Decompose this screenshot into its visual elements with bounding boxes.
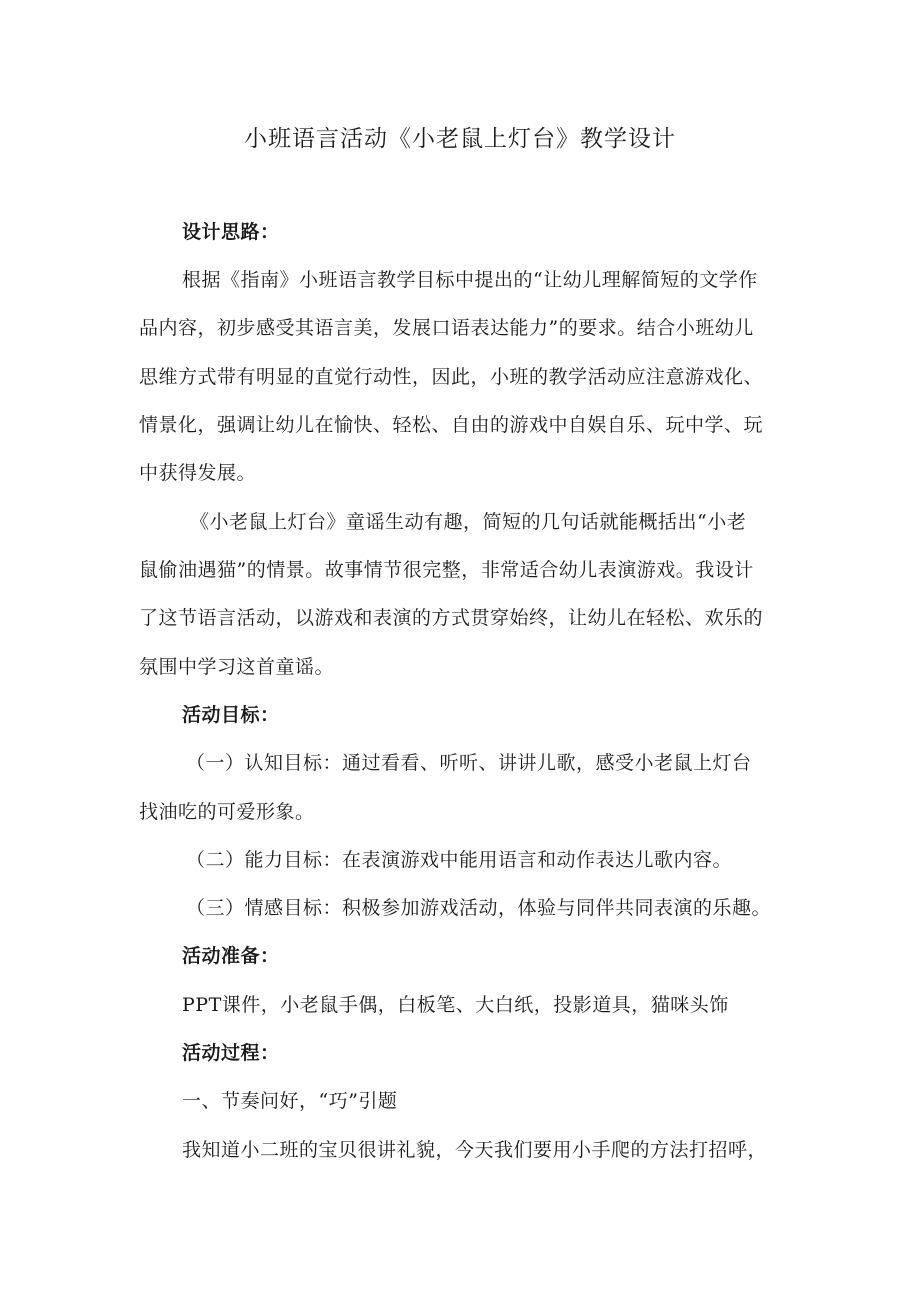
heading-activity-goals: 活动目标： <box>182 704 280 726</box>
paragraph-line: 根据《指南》小班语言教学目标中提出的“让幼儿理解简短的文学作 <box>182 269 758 291</box>
paragraph-line: 情景化，强调让幼儿在愉快、轻松、自由的游戏中自娱自乐、玩中学、玩 <box>139 414 764 436</box>
step1-title: 一、节奏问好，“巧”引题 <box>182 1090 398 1112</box>
paragraph-line: 思维方式带有明显的直觉行动性，因此，小班的教学活动应注意游戏化、 <box>139 366 764 388</box>
goal-line: （一）认知目标：通过看看、听听、讲讲儿歌，感受小老鼠上灯台 <box>186 752 752 774</box>
paragraph-line: 中获得发展。 <box>139 462 257 484</box>
goal-line: 找油吃的可爱形象。 <box>139 801 315 823</box>
goal-ability: （二）能力目标：在表演游戏中能用语言和动作表达儿歌内容。 <box>186 849 733 871</box>
paragraph-line: 了这节语言活动，以游戏和表演的方式贯穿始终，让幼儿在轻松、欢乐的 <box>139 607 764 629</box>
paragraph-line: 鼠偷油遇猫”的情景。故事情节很完整，非常适合幼儿表演游戏。我设计 <box>139 559 754 581</box>
goal-emotion: （三）情感目标：积极参加游戏活动，体验与同伴共同表演的乐趣。 <box>186 897 772 919</box>
prep-materials: PPT课件，小老鼠手偶，白板笔、大白纸，投影道具，猫咪头饰 <box>182 994 729 1016</box>
heading-activity-process: 活动过程： <box>182 1042 280 1064</box>
paragraph-line: 品内容，初步感受其语言美，发展口语表达能力”的要求。结合小班幼儿 <box>139 317 754 339</box>
step1-text: 我知道小二班的宝贝很讲礼貌，今天我们要用小手爬的方法打招呼， <box>182 1139 768 1161</box>
document-title: 小班语言活动《小老鼠上灯台》教学设计 <box>244 126 676 152</box>
heading-design-idea: 设计思路： <box>182 221 280 243</box>
heading-activity-prep: 活动准备： <box>182 945 280 967</box>
paragraph-line: 《小老鼠上灯台》童谣生动有趣，简短的几句话就能概括出“小老 <box>190 511 747 533</box>
paragraph-line: 氛围中学习这首童谣。 <box>139 656 335 678</box>
